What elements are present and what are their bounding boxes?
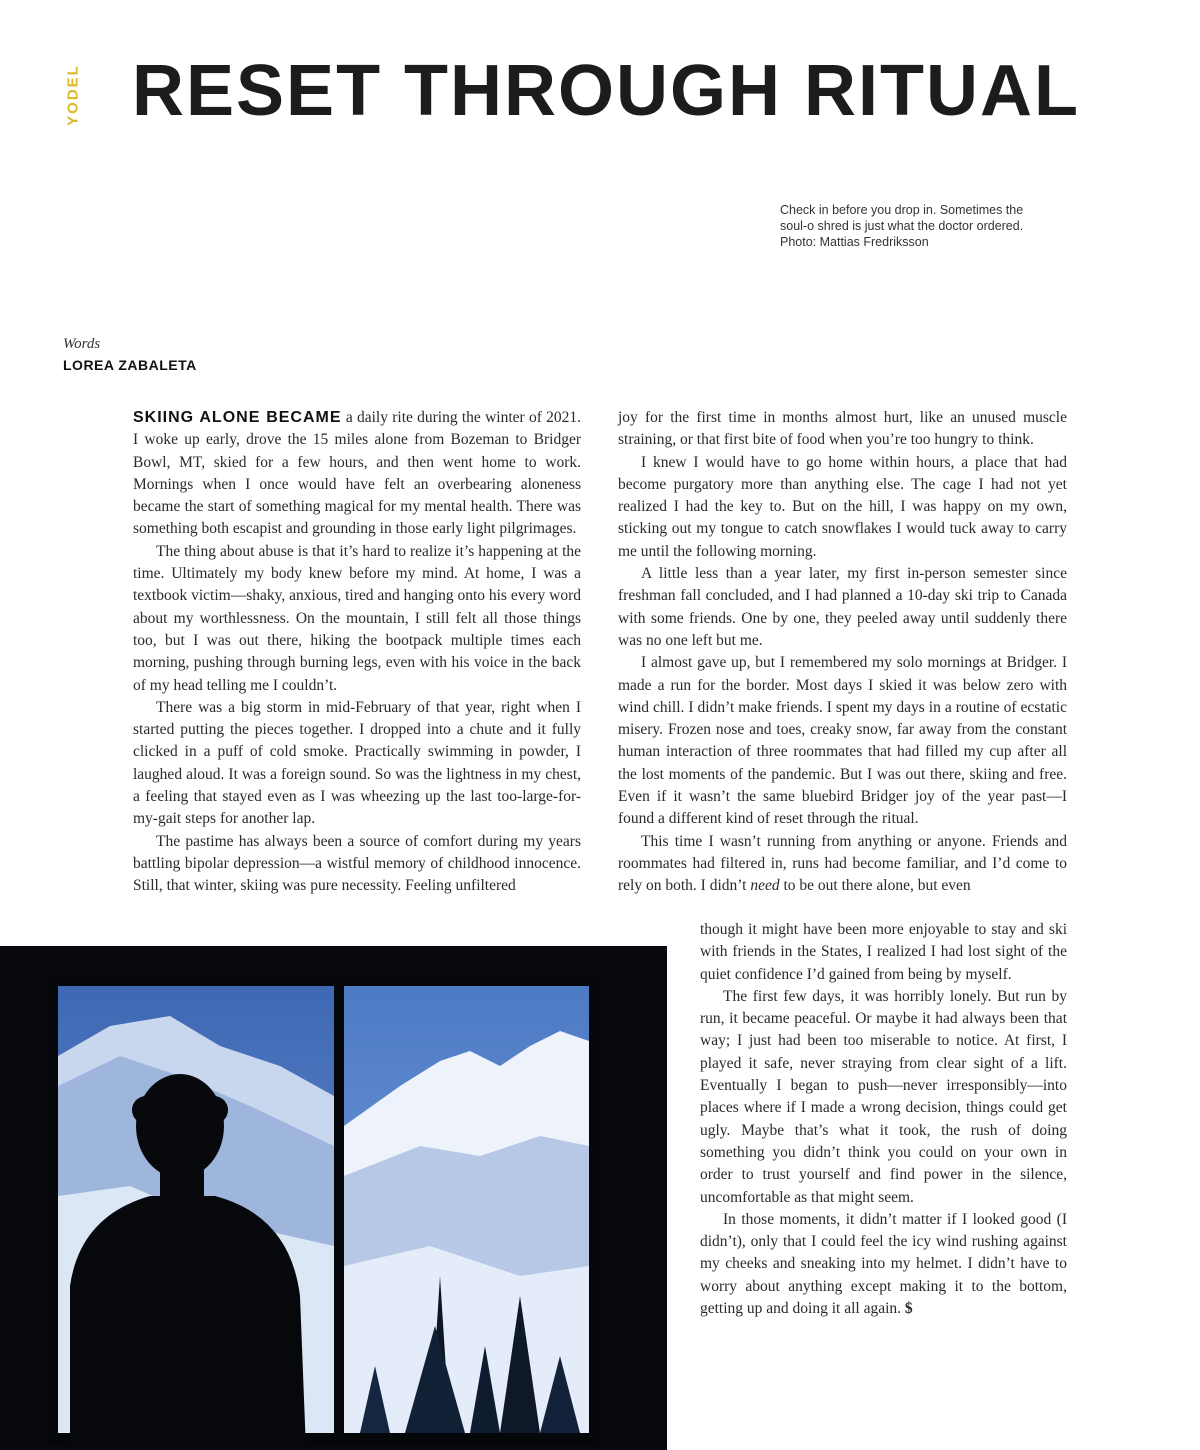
article-paragraph: There was a big storm in mid-February of that year, right when I started putting the pieces together. I dropped into a chute and it fully clicked in a puff of cold smoke. Practically swimming in powder, I laughed aloud. It was a foreign sound. So was the lightness in my chest, a feeling that stayed even as I was wheezing up the last too-large-for-my-gait steps for another lap. xyxy=(133,698,581,828)
window-frame-right xyxy=(589,976,599,1445)
article-paragraph: The thing about abuse is that it’s hard to realize it’s happening at the time. Ultimately my body knew before my mind. At home, I was a textbook victim—shaky, anxious, tired and hanging onto his every word about my worthlessness. On the mountain, I still felt all those things too, but I was out there, hiking the bootpack multiple times each morning, pushing through burning legs, even with his voice in the back of my head telling me I couldn’t. xyxy=(133,542,581,694)
article-paragraph xyxy=(618,831,1067,898)
article-paragraph: I knew I would have to go home within hours, a place that had become purgatory more than anything else. The cage I had not yet realized I had the key to. But on the hill, I was happy on my own, sticking out my tongue to catch snowflakes I would tuck away to carry me until the following morning. xyxy=(618,453,1067,560)
window-frame-top xyxy=(48,976,599,986)
byline xyxy=(63,336,197,373)
paragraph-text: to be out there alone, but even xyxy=(779,877,971,895)
section-tag-label: YODEL xyxy=(64,64,82,126)
caption-line: Check in before you drop in. Sometimes the xyxy=(780,203,1024,217)
silhouette-beanie xyxy=(132,1096,228,1124)
article-paragraph: joy for the first time in months almost hurt, like an unused muscle straining, or that first bite of food when you’re too hungry to think. xyxy=(618,409,1067,449)
emphasis: need xyxy=(750,877,780,895)
section-tag xyxy=(58,62,88,128)
article-paragraph: I almost gave up, but I remembered my solo mornings at Bridger. I made a run for the border. Most days I skied it was below zero with wind chill. I didn’t make friends. I spent my days in a routine of ecstatic misery. Frozen nose and toes, creaky snow, far away from the constant human interaction of three roommates that had filled my cup after all the lost moments of the pandemic. But I was out there, skiing and free. Even if it wasn’t the same bluebird Bridger joy of the year past—I found a different kind of reset through the ritual. xyxy=(618,654,1067,828)
article-column-1 xyxy=(133,407,581,898)
silhouette-body xyxy=(70,1196,306,1450)
article-paragraph xyxy=(700,1209,1067,1320)
paragraph-text: This time I wasn’t running from anything or anyone. Friends and roommates had filtered in, runs had become familiar, and I’d come to rely on both. I didn’t xyxy=(618,832,1067,895)
article-column-3 xyxy=(700,919,1067,1320)
lead-in: SKIING ALONE BECAME xyxy=(133,409,342,426)
window-frame-left xyxy=(48,976,58,1445)
article-paragraph: The pastime has always been a source of comfort during my years battling bipolar depression—a wistful memory of childhood innocence. Still, that winter, skiing was pure necessity. Feeling unfiltered xyxy=(133,832,581,895)
article-paragraph: A little less than a year later, my first in-person semester since freshman fall concluded, and I had planned a 10-day ski trip to Canada with some friends. One by one, they peeled away until suddenly there was no one left but me. xyxy=(618,565,1067,649)
end-mark-icon: $ xyxy=(904,1300,913,1318)
window-mullion xyxy=(334,986,344,1433)
article-photo xyxy=(0,946,667,1450)
article-paragraph: though it might have been more enjoyable to stay and ski with friends in the States, I realized I had lost sight of the quiet confidence I’d gained from being by myself. xyxy=(700,921,1067,983)
headline: RESET THROUGH RITUAL xyxy=(132,51,1080,131)
article-paragraph xyxy=(133,407,581,541)
article-column-2 xyxy=(618,407,1067,898)
skier-window-photo xyxy=(0,946,667,1450)
paragraph-text: In those moments, it didn’t matter if I looked good (I didn’t), only that I could feel the icy wind rushing against my cheeks and sneaking into my helmet. I didn’t have to worry about anything except making it to the bottom, getting up and doing it all again. xyxy=(700,1210,1067,1318)
silhouette-head xyxy=(136,1074,224,1178)
photo-credit: Photo: Mattias Fredriksson xyxy=(780,235,929,249)
caption-line: soul-o shred is just what the doctor ordered. xyxy=(780,219,1024,233)
author-name: LOREA ZABALETA xyxy=(63,357,197,373)
paragraph-text: a daily rite during the winter of 2021. I woke up early, drove the 15 miles alone from Bozeman to Bridger Bowl, MT, skied for a few hours, and then went home to work. Mornings when I once would have felt an overbearing aloneness became the start of something magical for my mental health. There was something both escapist and grounding in those early light pilgrimages. xyxy=(133,409,581,538)
byline-label: Words xyxy=(63,336,101,352)
photo-caption xyxy=(780,202,1070,250)
article-paragraph: The first few days, it was horribly lonely. But run by run, it became peaceful. Or maybe it had always been that way; I just had been too miserable to notice. At first, I played it safe, never straying from clear sight of a lift. Eventually I began to push—never irresponsibly—into places where if I made a wrong decision, things could get ugly. Maybe that’s what it took, the rush of doing something you didn’t think you could on your own in order to trust yourself and find power in the silence, uncomfortable as that might seem. xyxy=(700,987,1067,1206)
